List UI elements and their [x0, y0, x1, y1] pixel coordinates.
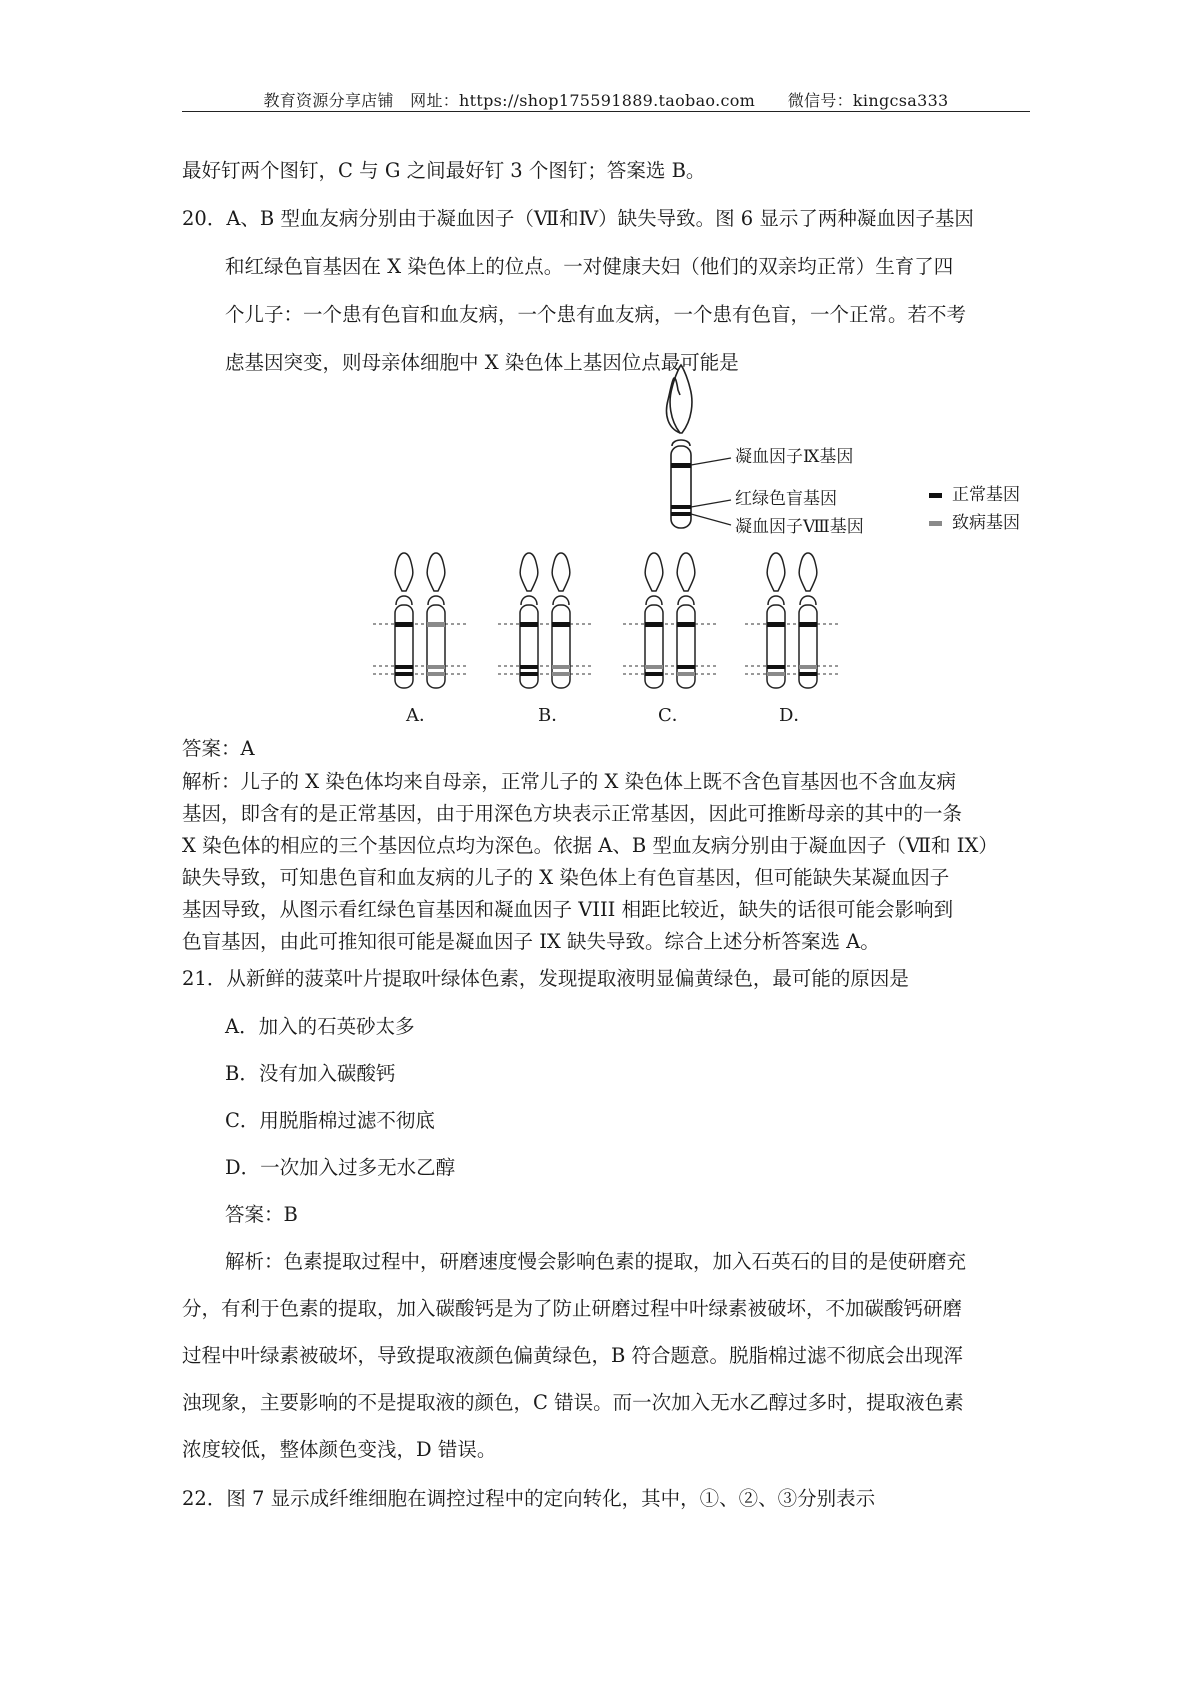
- gene-band: [799, 665, 817, 669]
- option-chromosome: [799, 553, 817, 688]
- question-20-explanation-line-2: 基因，即含有的是正常基因，由于用深色方块表示正常基因，因此可推断母亲的其中的一条: [182, 802, 963, 825]
- chromosome-p-arm: [677, 553, 695, 591]
- gene-band: [427, 665, 445, 669]
- reference-band-factor8: [671, 512, 691, 516]
- reference-chromosome: [667, 365, 692, 528]
- option-chromosome: [645, 553, 663, 688]
- gene-band: [520, 665, 538, 669]
- question-21-explanation-line-2: 分，有利于色素的提取，加入碳酸钙是为了防止研磨过程中叶绿素被破坏，不加碳酸钙研磨: [182, 1297, 963, 1320]
- reference-band-colorblind: [671, 505, 691, 509]
- gene-band: [395, 665, 413, 669]
- question-21-option-c: C．用脱脂棉过滤不彻底: [225, 1109, 435, 1132]
- option-pair-c: [623, 553, 719, 688]
- gene-band: [799, 672, 817, 676]
- chromosome-centromere: [646, 596, 662, 605]
- option-label-b: B．: [538, 705, 570, 726]
- option-chromosome-pairs: [373, 553, 841, 688]
- option-label-a: A．: [406, 705, 437, 726]
- chromosome-centromere: [768, 596, 784, 605]
- question-20-explanation-line-3: X 染色体的相应的三个基因位点均为深色。依据 A、B 型血友病分别由于凝血因子（Ⅶ和 IX）: [182, 834, 998, 857]
- gene-band: [677, 672, 695, 676]
- gene-band: [520, 672, 538, 676]
- question-20-explanation-line-5: 基因导致，从图示看红绿色盲基因和凝血因子 VIII 相距比较近，缺失的话很可能会影响到: [182, 898, 954, 921]
- label-factor9-gene: 凝血因子Ⅸ基因: [735, 447, 854, 467]
- gene-band: [767, 665, 785, 669]
- gene-band: [677, 622, 695, 627]
- chromosome-centromere: [553, 596, 569, 605]
- question-20-explanation-line-6: 色盲基因，由此可推知很可能是凝血因子 IX 缺失导致。综合上述分析答案选 A。: [182, 930, 880, 953]
- reference-bands: [671, 463, 691, 516]
- gene-band: [799, 622, 817, 627]
- reference-band-factor9: [671, 463, 691, 468]
- option-chromosome: [767, 553, 785, 688]
- question-20-stem-line-2: 和红绿色盲基因在 X 染色体上的位点。一对健康夫妇（他们的双亲均正常）生育了四: [225, 255, 954, 278]
- chromosome-p-arm: [427, 553, 445, 591]
- chromosome-centromere: [521, 596, 537, 605]
- gene-band: [645, 665, 663, 669]
- gene-band: [427, 672, 445, 676]
- question-21-option-a: A．加入的石英砂太多: [225, 1015, 415, 1038]
- option-label-d: D．: [779, 705, 812, 726]
- text-line: 最好钉两个图钉，C 与 G 之间最好钉 3 个图钉；答案选 B。: [182, 159, 706, 182]
- gene-band: [645, 672, 663, 676]
- question-20-stem-line-3: 个儿子：一个患有色盲和血友病，一个患有血友病，一个患有色盲，一个正常。若不考: [225, 303, 967, 326]
- option-pair-d: [745, 553, 841, 688]
- option-pair-b: [498, 553, 594, 688]
- question-21-explanation-line-1: 解析：色素提取过程中，研磨速度慢会影响色素的提取，加入石英石的目的是使研磨充: [225, 1250, 967, 1273]
- legend-normal-swatch: [929, 493, 942, 498]
- question-21-explanation-line-5: 浓度较低，整体颜色变浅，D 错误。: [182, 1438, 497, 1461]
- option-chromosome: [520, 553, 538, 688]
- chromosome-p-arm: [520, 553, 538, 591]
- option-chromosome: [552, 553, 570, 688]
- question-22-stem: 22．图 7 显示成纤维细胞在调控过程中的定向转化，其中，①、②、③分别表示: [182, 1487, 876, 1510]
- question-21-answer: 答案：B: [225, 1203, 298, 1226]
- question-21-explanation-line-3: 过程中叶绿素被破坏，导致提取液颜色偏黄绿色，B 符合题意。脱脂棉过滤不彻底会出现浑: [182, 1344, 964, 1367]
- gene-band: [427, 622, 445, 627]
- chromosome-p-arm: [799, 553, 817, 591]
- option-chromosome: [677, 553, 695, 688]
- legend-disease-label: 致病基因: [952, 513, 1020, 533]
- chromosome-centromere: [678, 596, 694, 605]
- gene-band: [552, 672, 570, 676]
- label-factor8-gene: 凝血因子Ⅷ基因: [735, 517, 864, 537]
- legend: [929, 493, 942, 526]
- gene-band: [395, 622, 413, 627]
- chromosome-p-arm: [645, 553, 663, 591]
- chromosome-p-arm: [552, 553, 570, 591]
- question-20-stem-line-1: 20．A、B 型血友病分别由于凝血因子（Ⅶ和Ⅳ）缺失导致。图 6 显示了两种凝血因子基因: [182, 207, 974, 230]
- gene-band: [767, 672, 785, 676]
- legend-disease-swatch: [929, 521, 942, 526]
- gene-band: [520, 622, 538, 627]
- gene-band: [767, 622, 785, 627]
- question-20-stem-line-4: 虑基因突变，则母亲体细胞中 X 染色体上基因位点最可能是: [225, 351, 739, 374]
- question-20-explanation-line-4: 缺失导致，可知患色盲和血友病的儿子的 X 染色体上有色盲基因，但可能缺失某凝血因子: [182, 866, 950, 889]
- gene-band: [645, 622, 663, 627]
- question-21-option-d: D．一次加入过多无水乙醇: [225, 1156, 456, 1179]
- chromosome-p-arm: [395, 553, 413, 591]
- gene-band: [677, 665, 695, 669]
- question-20-explanation-line-1: 解析：儿子的 X 染色体均来自母亲，正常儿子的 X 染色体上既不含色盲基因也不含血友病: [182, 770, 957, 793]
- option-chromosome: [427, 553, 445, 688]
- option-pair-a: [373, 553, 469, 688]
- question-21-option-b: B．没有加入碳酸钙: [225, 1062, 396, 1085]
- gene-band: [552, 665, 570, 669]
- page-header: 教育资源分享店铺 网址：https://shop175591889.taobao.com 微信号：kingcsa333: [263, 91, 949, 110]
- question-21-stem: 21．从新鲜的菠菜叶片提取叶绿体色素，发现提取液明显偏黄绿色，最可能的原因是: [182, 967, 909, 990]
- option-chromosome: [395, 553, 413, 688]
- label-colorblind-gene: 红绿色盲基因: [735, 489, 837, 509]
- option-label-c: C．: [658, 705, 690, 726]
- gene-band: [395, 672, 413, 676]
- chromosome-centromere: [428, 596, 444, 605]
- reference-leader-lines: [691, 458, 731, 525]
- legend-normal-label: 正常基因: [952, 485, 1020, 505]
- chromosome-figure: [0, 0, 1200, 740]
- gene-band: [552, 622, 570, 627]
- question-20-answer: 答案：A: [182, 737, 255, 760]
- chromosome-centromere: [800, 596, 816, 605]
- question-21-explanation-line-4: 浊现象，主要影响的不是提取液的颜色，C 错误。而一次加入无水乙醇过多时，提取液色素: [182, 1391, 964, 1414]
- chromosome-centromere: [396, 596, 412, 605]
- chromosome-p-arm: [767, 553, 785, 591]
